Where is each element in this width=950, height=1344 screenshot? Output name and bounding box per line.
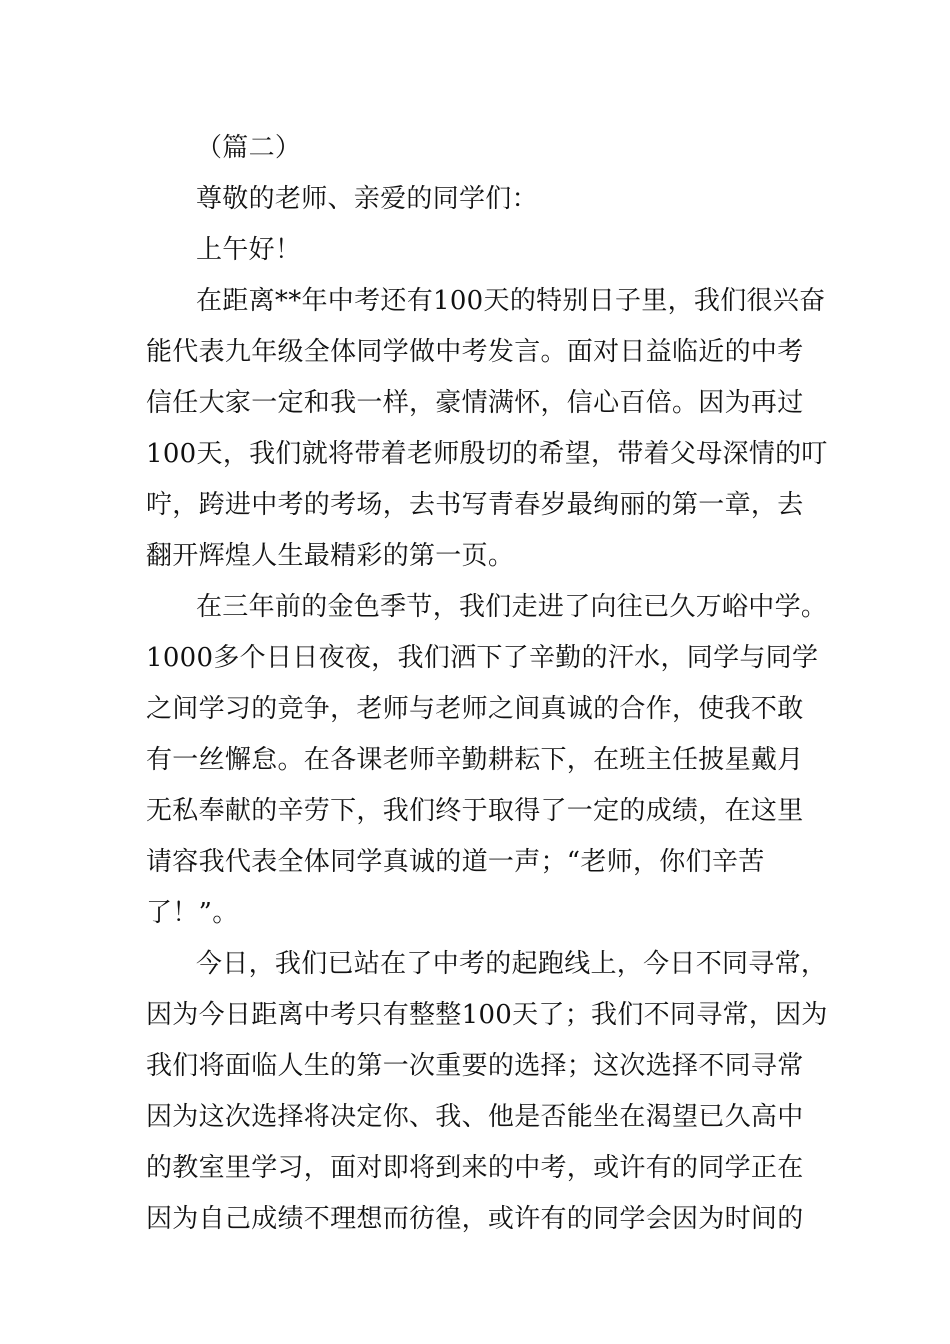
paragraph-3-line-6: 因为自己成绩不理想而彷徨，或许有的同学会因为时间的 — [146, 1204, 804, 1234]
paragraph-2-line-3: 之间学习的竞争，老师与老师之间真诚的合作，使我不敢 — [146, 694, 804, 724]
paragraph-1-line-5: 咛，跨进中考的考场，去书写青春岁最绚丽的第一章，去 — [146, 490, 804, 520]
paragraph-3-line-5: 的教室里学习，面对即将到来的中考，或许有的同学正在 — [146, 1153, 804, 1183]
paragraph-2-line-6: 请容我代表全体同学真诚的道一声；“老师，你们辛苦 — [146, 847, 765, 877]
paragraph-1-line-3: 信任大家一定和我一样，豪情满怀，信心百倍。因为再过 — [146, 388, 804, 418]
paragraph-1-line-4: 100天，我们就将带着老师殷切的希望，带着父母深情的叮 — [146, 439, 828, 469]
salutation: 尊敬的老师、亲爱的同学们： — [196, 184, 538, 214]
paragraph-2-line-2: 1000多个日日夜夜，我们洒下了辛勤的汗水，同学与同学 — [146, 643, 819, 673]
paragraph-3-line-1: 今日，我们已站在了中考的起跑线上，今日不同寻常， — [196, 949, 828, 979]
paragraph-1-line-1: 在距离**年中考还有100天的特别日子里，我们很兴奋 — [196, 286, 826, 316]
greeting: 上午好！ — [196, 235, 302, 265]
paragraph-2-line-7: 了！”。 — [146, 898, 239, 928]
paragraph-2-line-4: 有一丝懈怠。在各课老师辛勤耕耘下，在班主任披星戴月 — [146, 745, 804, 775]
paragraph-3-line-3: 我们将面临人生的第一次重要的选择；这次选择不同寻常 — [146, 1051, 804, 1081]
paragraph-1-line-2: 能代表九年级全体同学做中考发言。面对日益临近的中考 — [146, 337, 804, 367]
section-heading: （篇二） — [196, 133, 302, 163]
paragraph-2-line-5: 无私奉献的辛劳下，我们终于取得了一定的成绩，在这里 — [146, 796, 804, 826]
paragraph-1-line-6: 翻开辉煌人生最精彩的第一页。 — [146, 541, 515, 571]
paragraph-2-line-1: 在三年前的金色季节，我们走进了向往已久万峪中学。 — [196, 592, 828, 622]
paragraph-3-line-4: 因为这次选择将决定你、我、他是否能坐在渴望已久高中 — [146, 1102, 804, 1132]
paragraph-3-line-2: 因为今日距离中考只有整整100天了；我们不同寻常，因为 — [146, 1000, 828, 1030]
